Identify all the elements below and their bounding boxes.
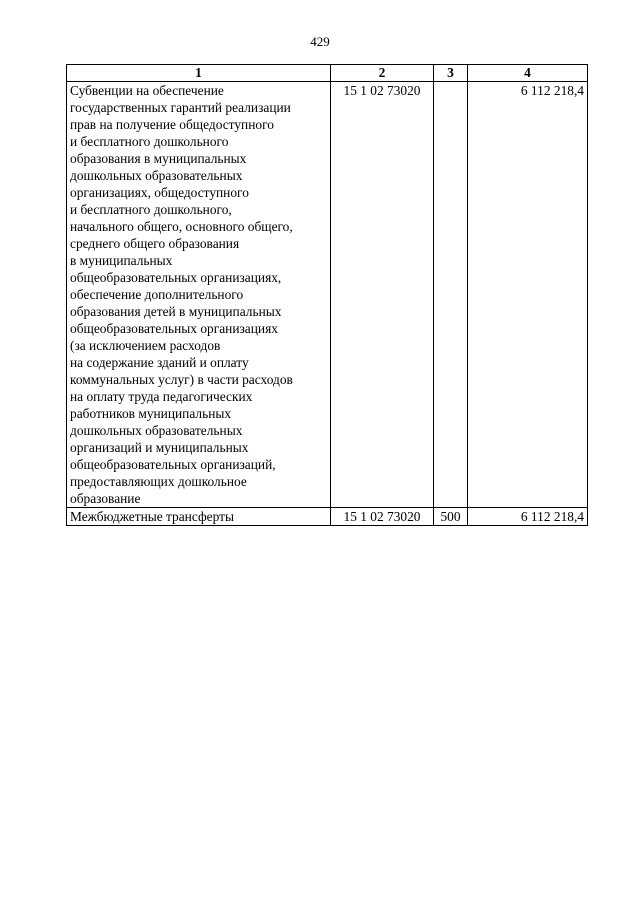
row-1-name-line: образование — [70, 491, 141, 506]
row-1-name-line: (за исключением расходов — [70, 338, 221, 353]
row-1-name-line: и бесплатного дошкольного, — [70, 202, 232, 217]
row-1-name-line: на содержание зданий и оплату — [70, 355, 249, 370]
page-number: 429 — [310, 34, 330, 49]
row-1-code: 15 1 02 73020 — [331, 82, 434, 508]
row-1-name-line: общеобразовательных организациях — [70, 321, 278, 336]
header-col-2: 2 — [331, 65, 434, 82]
row-1-name-line: начального общего, основного общего, — [70, 219, 293, 234]
header-col-4: 4 — [468, 65, 588, 82]
row-1-name-line: прав на получение общедоступного — [70, 117, 274, 132]
table-row — [67, 82, 588, 508]
row-2-expense-type: 500 — [434, 508, 468, 526]
row-1-name-line: дошкольных образовательных — [70, 423, 243, 438]
row-1-name-line: Субвенции на обеспечение — [70, 83, 224, 98]
row-1-name-line: государственных гарантий реализации — [70, 100, 291, 115]
row-1-name-line: на оплату труда педагогических — [70, 389, 253, 404]
row-2-code: 15 1 02 73020 — [331, 508, 434, 526]
row-1-name-line: образования детей в муниципальных — [70, 304, 282, 319]
row-1-name-line: и бесплатного дошкольного — [70, 134, 229, 149]
header-col-1: 1 — [67, 65, 331, 82]
table-header-row — [67, 65, 588, 82]
budget-table — [66, 64, 588, 526]
row-1-name-line: коммунальных услуг) в части расходов — [70, 372, 293, 387]
row-1-name-line: общеобразовательных организаций, — [70, 457, 276, 472]
row-1-name-line: предоставляющих дошкольное — [70, 474, 247, 489]
row-1-name-line: среднего общего образования — [70, 236, 240, 251]
header-col-3: 3 — [434, 65, 468, 82]
row-1-name-line: образования в муниципальных — [70, 151, 247, 166]
row-1-name-line: обеспечение дополнительного — [70, 287, 244, 302]
row-1-name-line: работников муниципальных — [70, 406, 232, 421]
row-1-name — [67, 82, 331, 508]
row-1-name-line: организациях, общедоступного — [70, 185, 249, 200]
row-1-name-line: организаций и муниципальных — [70, 440, 249, 455]
row-1-name-line: в муниципальных — [70, 253, 173, 268]
row-1-amount: 6 112 218,4 — [468, 82, 588, 508]
row-1-name-line: общеобразовательных организациях, — [70, 270, 282, 285]
row-2-name: Межбюджетные трансферты — [67, 508, 331, 526]
row-1-expense-type — [434, 82, 468, 508]
row-1-name-line: дошкольных образовательных — [70, 168, 243, 183]
table-row — [67, 508, 588, 526]
row-2-amount: 6 112 218,4 — [468, 508, 588, 526]
